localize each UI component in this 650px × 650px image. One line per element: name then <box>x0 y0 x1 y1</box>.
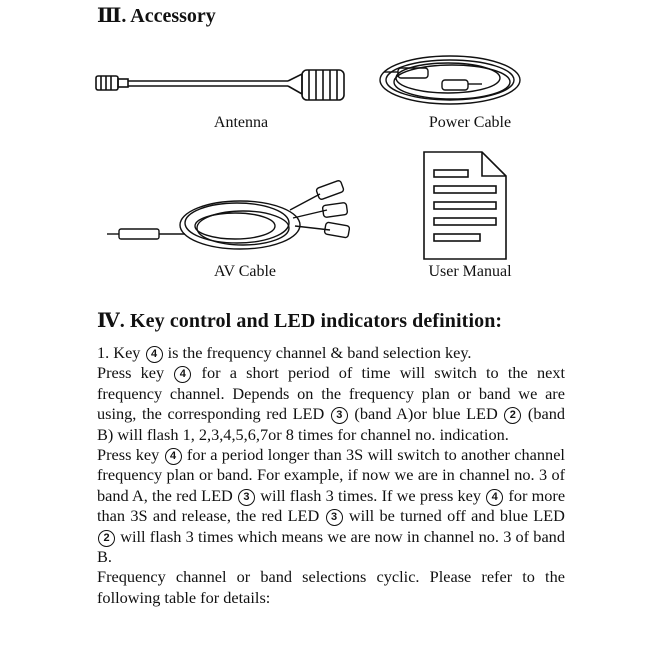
circled-number-icon: 3 <box>238 489 255 506</box>
circled-number-icon: 4 <box>486 489 503 506</box>
instruction-line: Press key 4 for a short period of time will switch to the next frequency channel. Depends on the frequency plan or band we are using, the corresponding red LED 3 (band A)or blue LED 2 (band B) will flash 1, 2,3,4,5,6,7or 8 times for channel no. indication. <box>97 363 566 444</box>
circled-number-icon: 2 <box>98 530 115 547</box>
circled-number-icon: 3 <box>326 509 343 526</box>
av-cable-illustration <box>105 180 350 260</box>
instruction-line: 1. Key 4 is the frequency channel & band selection key. <box>97 343 472 362</box>
user-manual-illustration <box>420 148 510 263</box>
power-cable-illustration <box>370 50 530 115</box>
caption-antenna: Antenna <box>213 114 269 131</box>
section-heading-accessory: Ⅲ. Accessory <box>97 5 216 27</box>
instructions-body <box>97 343 565 608</box>
instruction-line: Frequency channel or band selections cyclic. Please refer to the following table for details: <box>97 567 565 607</box>
caption-user-manual: User Manual <box>428 263 512 280</box>
caption-av-cable: AV Cable <box>213 263 277 280</box>
caption-power-cable: Power Cable <box>428 114 512 131</box>
circled-number-icon: 4 <box>174 366 191 383</box>
circled-number-icon: 4 <box>165 448 182 465</box>
section-heading-key-control: Ⅳ. Key control and LED indicators definition: <box>97 310 503 332</box>
antenna-illustration <box>92 62 362 112</box>
circled-number-icon: 3 <box>331 407 348 424</box>
circled-number-icon: 4 <box>146 346 163 363</box>
circled-number-icon: 2 <box>504 407 521 424</box>
instruction-line: Press key 4 for a period longer than 3S will switch to another channel frequency plan or band. For example, if now we are in channel no. 3 of band A, the red LED 3 will flash 3 times. If we press key 4 for more than 3S and release, the red LED 3 will be turned off and blue LED 2 will flash 3 times which means we are now in channel no. 3 of band B. <box>97 445 566 567</box>
